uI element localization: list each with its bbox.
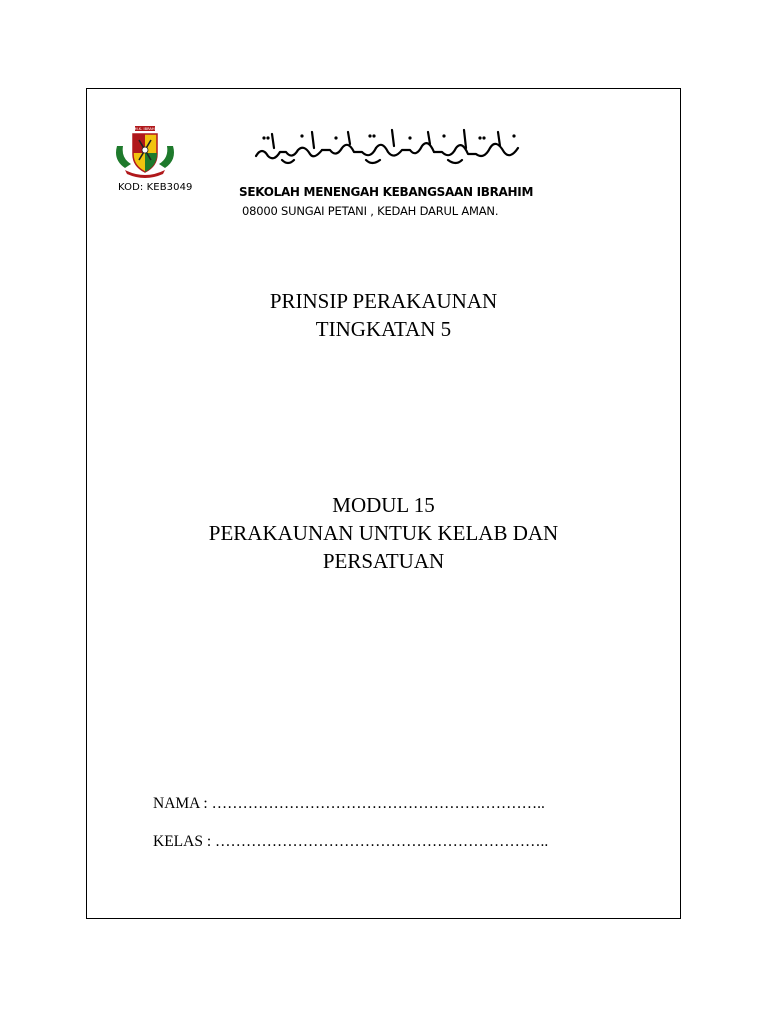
subject-line-1: PRINSIP PERAKAUNAN [269,289,498,313]
school-address: 08000 SUNGAI PETANI , KEDAH DARUL AMAN. [242,204,499,218]
subject-title [86,287,681,343]
school-name: SEKOLAH MENENGAH KEBANGSAAN IBRAHIM [239,185,534,199]
nama-field: NAMA : ……………………………………………………….. [153,795,545,812]
module-title [86,491,681,575]
jawi-calligraphy [252,126,524,166]
module-line-3: PERSATUAN [322,549,445,573]
school-code: KOD: KEB3049 [118,182,193,193]
subject-line-2: TINGKATAN 5 [315,317,452,341]
crest-banner-text: S.M.K. IBRAHIM [131,127,159,131]
kelas-field: KELAS : ……………………………………………………….. [153,833,549,850]
school-crest-icon [107,124,183,180]
module-line-2: PERAKAUNAN UNTUK KELAB DAN [208,521,559,545]
module-line-1: MODUL 15 [332,493,435,517]
